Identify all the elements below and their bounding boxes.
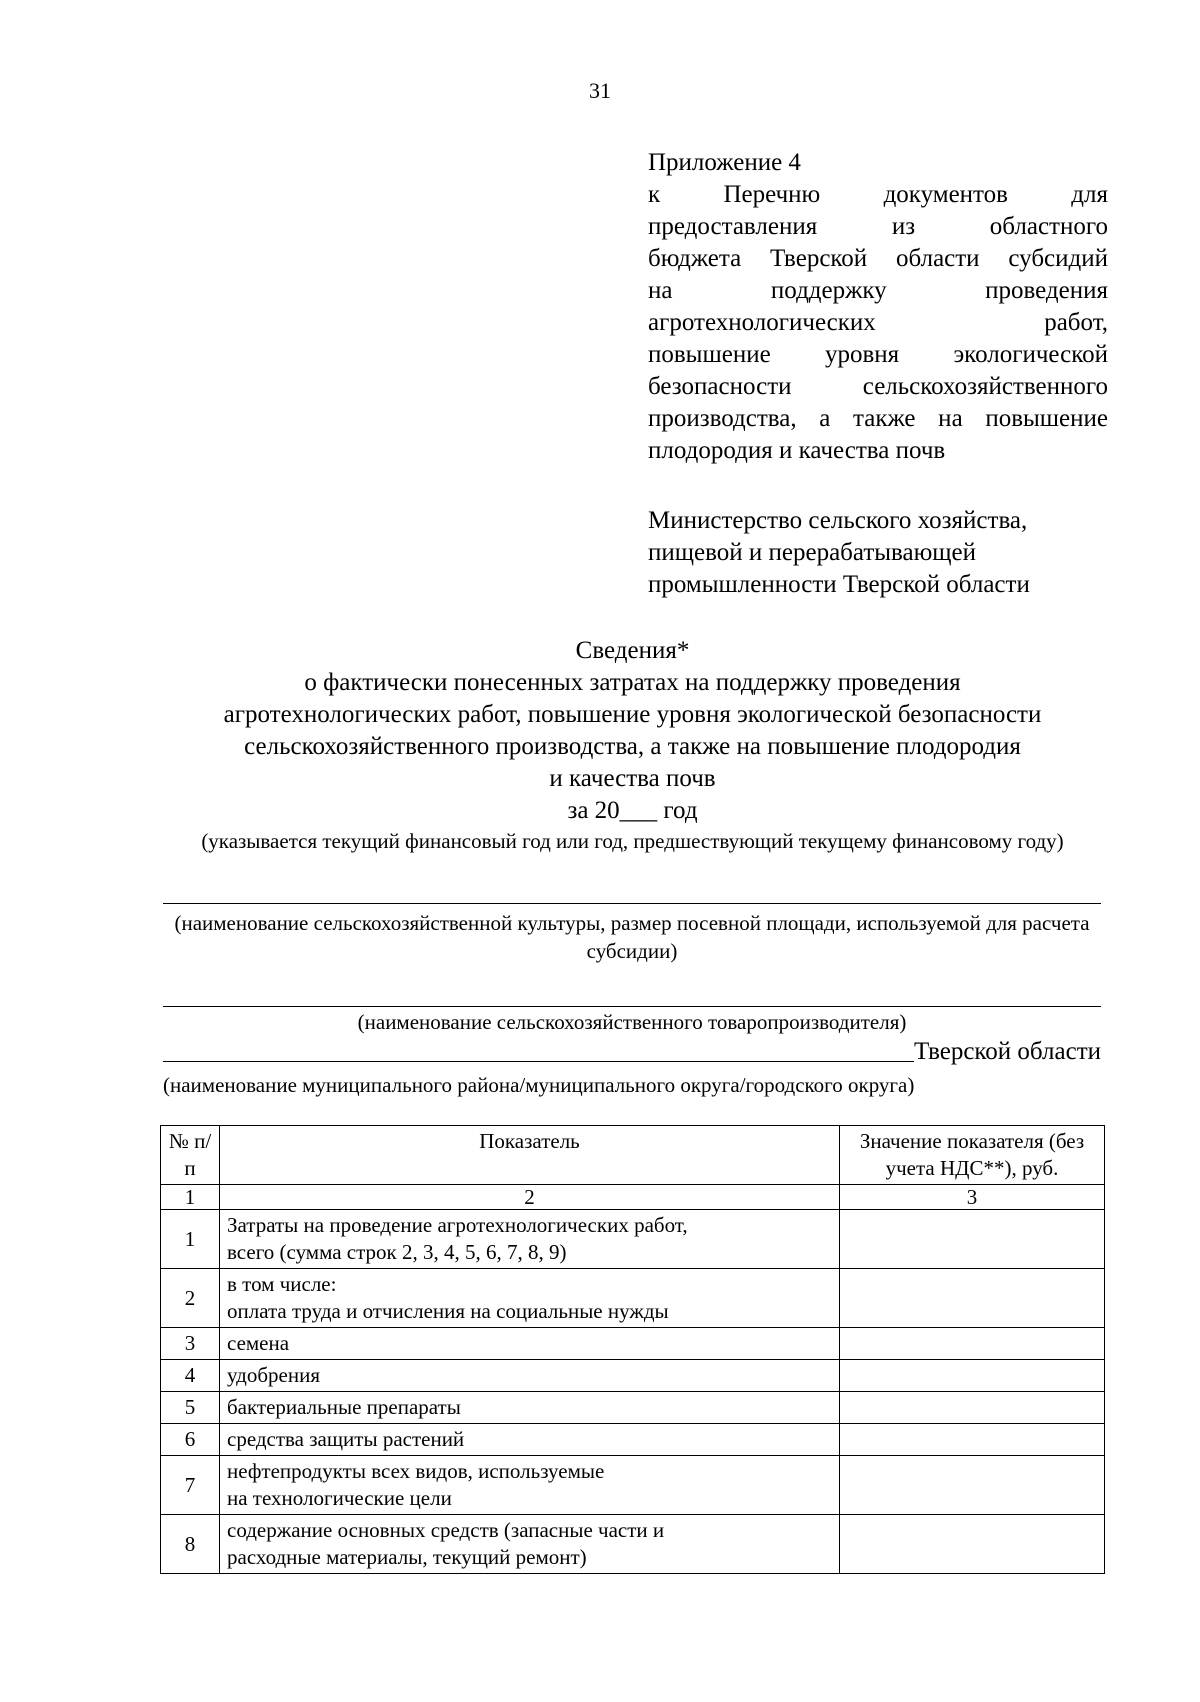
table-row — [161, 1392, 1105, 1424]
region-field — [163, 1036, 1101, 1068]
ministry-line: пищевой и перерабатывающей — [648, 539, 977, 566]
appendix-line: бюджета Тверской области субсидий — [648, 245, 1108, 272]
appendix-line: агротехнологических работ, — [648, 309, 1108, 336]
region-suffix: Тверской области — [914, 1038, 1101, 1065]
row-value[interactable] — [840, 1360, 1105, 1392]
row-num: 5 — [161, 1392, 220, 1424]
region-fill-line — [163, 1061, 914, 1062]
heading-hint: (указывается текущий финансовый год или год, предшествующий текущему финансовому году) — [201, 829, 1064, 853]
row-num: 6 — [161, 1424, 220, 1456]
table-row — [161, 1269, 1105, 1328]
row-num: 7 — [161, 1456, 220, 1515]
appendix-block — [648, 147, 1108, 467]
table-row — [161, 1360, 1105, 1392]
index-cell: 1 — [161, 1185, 220, 1210]
heading-line: о фактически понесенных затратах на поддержку проведения — [304, 669, 961, 696]
heading-title: Сведения* — [575, 637, 690, 664]
heading-line: агротехнологических работ, повышение уровня экологической безопасности — [223, 701, 1042, 728]
row-indicator: семена — [220, 1328, 840, 1360]
crop-caption: (наименование сельскохозяйственной культуры, размер посевной площади, используемой для расчета субсидии) — [174, 911, 1090, 963]
index-cell: 3 — [840, 1185, 1105, 1210]
row-indicator — [220, 1456, 840, 1515]
heading-line: и качества почв — [549, 765, 716, 792]
row-value[interactable] — [840, 1269, 1105, 1328]
table-row — [161, 1328, 1105, 1360]
costs-table — [160, 1125, 1105, 1574]
appendix-title: Приложение 4 — [648, 149, 801, 176]
crop-fill-line — [163, 903, 1101, 904]
row-value[interactable] — [840, 1515, 1105, 1574]
row-indicator — [220, 1515, 840, 1574]
row-value[interactable] — [840, 1456, 1105, 1515]
region-caption: (наименование муниципального района/муниципального округа/городского округа) — [163, 1073, 915, 1097]
row-value[interactable] — [840, 1328, 1105, 1360]
row-indicator: удобрения — [220, 1360, 840, 1392]
row-indicator: бактериальные препараты — [220, 1392, 840, 1424]
indicator-line: оплата труда и отчисления на социальные нужды — [227, 1299, 669, 1323]
page-number: 31 — [589, 78, 611, 103]
appendix-line: плодородия и качества почв — [648, 437, 946, 464]
indicator-line: содержание основных средств (запасные части и — [227, 1518, 665, 1542]
table-row — [161, 1456, 1105, 1515]
row-num: 4 — [161, 1360, 220, 1392]
ministry-line: промышленности Тверской области — [648, 571, 1030, 598]
indicator-line: нефтепродукты всех видов, используемые — [227, 1459, 605, 1483]
row-num: 8 — [161, 1515, 220, 1574]
indicator-line: всего (сумма строк 2, 3, 4, 5, 6, 7, 8, 9) — [227, 1240, 567, 1264]
row-num: 2 — [161, 1269, 220, 1328]
producer-fill-line — [163, 1006, 1101, 1007]
row-value[interactable] — [840, 1210, 1105, 1269]
row-value[interactable] — [840, 1392, 1105, 1424]
table-row — [161, 1210, 1105, 1269]
row-indicator — [220, 1210, 840, 1269]
row-value[interactable] — [840, 1424, 1105, 1456]
table-row — [161, 1424, 1105, 1456]
row-indicator: средства защиты растений — [220, 1424, 840, 1456]
row-indicator — [220, 1269, 840, 1328]
appendix-line: повышение уровня экологической — [648, 341, 1108, 368]
producer-field — [163, 1006, 1101, 1036]
ministry-block — [648, 505, 1118, 601]
indicator-line: Затраты на проведение агротехнологических работ, — [227, 1213, 688, 1237]
appendix-line: на поддержку проведения — [648, 277, 1108, 304]
appendix-line: производства, а также на повышение — [648, 405, 1108, 432]
appendix-line: к Перечню документов для — [648, 181, 1108, 208]
header-indicator: Показатель — [220, 1126, 840, 1185]
header-value: Значение показателя (без учета НДС**), руб. — [840, 1126, 1105, 1185]
table-header-row — [161, 1126, 1105, 1185]
indicator-line: в том числе: — [227, 1272, 337, 1296]
indicator-line: расходные материалы, текущий ремонт) — [227, 1545, 587, 1569]
indicator-line: на технологические цели — [227, 1486, 452, 1510]
appendix-line: безопасности сельскохозяйственного — [648, 373, 1108, 400]
index-cell: 2 — [220, 1185, 840, 1210]
document-heading — [150, 635, 1115, 855]
heading-year: за 20___ год — [567, 797, 698, 824]
producer-caption: (наименование сельскохозяйственного товаропроизводителя) — [357, 1010, 907, 1034]
row-num: 3 — [161, 1328, 220, 1360]
row-num: 1 — [161, 1210, 220, 1269]
table-row — [161, 1515, 1105, 1574]
header-num: № п/п — [161, 1126, 220, 1185]
appendix-line: предоставления из областного — [648, 213, 1108, 240]
heading-line: сельскохозяйственного производства, а также на повышение плодородия — [244, 733, 1021, 760]
ministry-line: Министерство сельского хозяйства, — [648, 507, 1028, 534]
crop-field — [163, 903, 1101, 965]
table-index-row — [161, 1185, 1105, 1210]
